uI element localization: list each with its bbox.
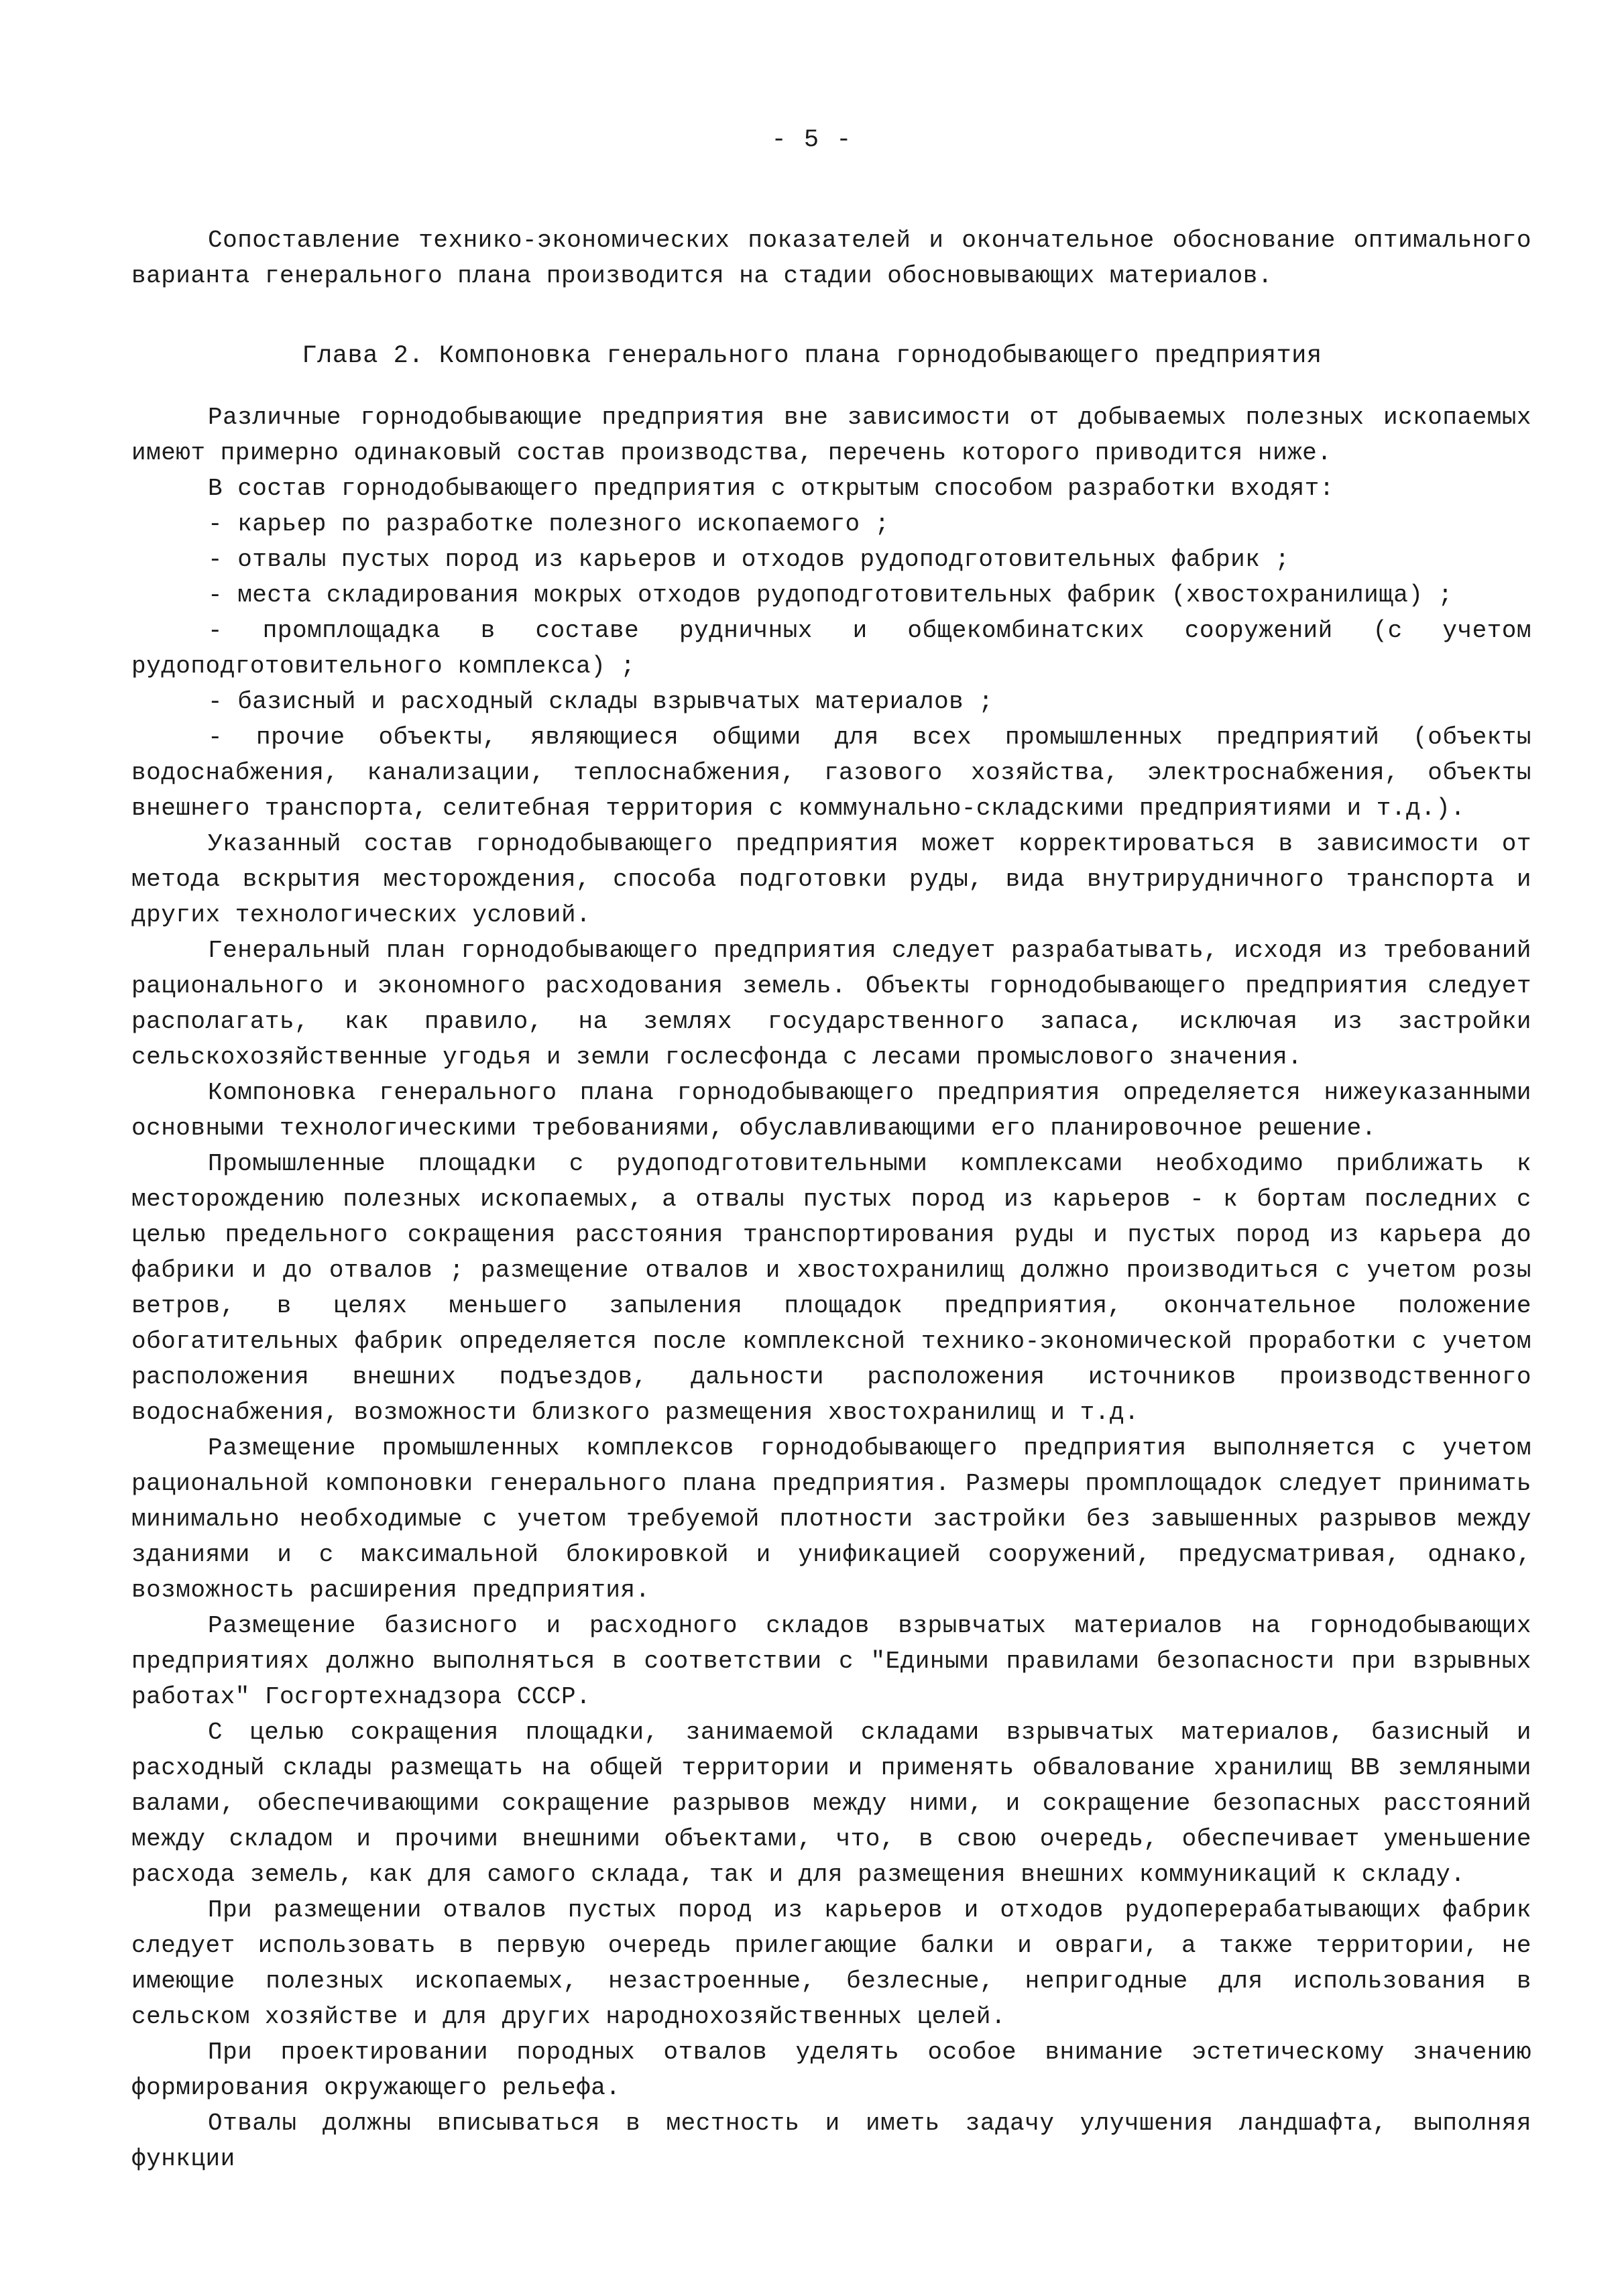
chapter-body <box>131 400 1531 2177</box>
paragraph: Различные горнодобывающие предприятия вне зависимости от добываемых полезных ископаемых имеют примерно одинаковый состав производства, перечень которого приводится ниже. <box>131 404 1531 467</box>
list-item: - отвалы пустых пород из карьеров и отходов рудоподготовительных фабрик ; <box>208 546 1290 573</box>
paragraph: С целью сокращения площадки, занимаемой складами взрывчатых материалов, базисный и расходный склады размещать на общей территории и применять обвалование хранилищ ВВ земляными валами, обеспечивающими сокращение разрывов между ними, и сокращение безопасных расстояний между складом и прочими внешними объектами, что, в свою очередь, обеспечивает уменьшение расхода земель, как для самого склада, так и для размещения внешних коммуникаций к складу. <box>131 1719 1531 1888</box>
list-item: - карьер по разработке полезного ископаемого ; <box>208 510 890 538</box>
list-item: - прочие объекты, являющиеся общими для всех промышленных предприятий (объекты водоснабжения, канализации, теплоснабжения, газового хозяйства, электроснабжения, объекты внешнего транспорта, селитебная территория с коммунально-складскими предприятиями и т.д.). <box>131 724 1531 822</box>
intro-block <box>131 223 1531 294</box>
list-item: - места складирования мокрых отходов рудоподготовительных фабрик (хвостохранилища) ; <box>208 581 1453 609</box>
list-item: - промплощадка в составе рудничных и общекомбинатских сооружений (с учетом рудоподготовительного комплекса) ; <box>131 617 1531 680</box>
paragraph: Размещение промышленных комплексов горнодобывающего предприятия выполняется с учетом рациональной компоновки генерального плана предприятия. Размеры промплощадок следует принимать минимально необходимые с учетом требуемой плотности застройки без завышенных разрывов между зданиями и с максимальной блокировкой и унификацией сооружений, предусматривая, однако, возможность расширения предприятия. <box>131 1434 1531 1604</box>
paragraph: Размещение базисного и расходного складов взрывчатых материалов на горнодобывающих предприятиях должно выполняться в соответствии с "Едиными правилами безопасности при взрывных работах" Госгортехнадзора СССР. <box>131 1612 1531 1711</box>
paragraph: Компоновка генерального плана горнодобывающего предприятия определяется нижеуказанными основными технологическими требованиями, обуславливающими его планировочное решение. <box>131 1079 1531 1142</box>
paragraph: При размещении отвалов пустых пород из карьеров и отходов рудоперерабатывающих фабрик следует использовать в первую очередь прилегающие балки и овраги, а также территории, не имеющие полезных ископаемых, незастроенные, безлесные, непригодные для использования в сельском хозяйстве и для других народнохозяйственных целей. <box>131 1896 1531 2030</box>
paragraph: В состав горнодобывающего предприятия с открытым способом разработки входят: <box>208 475 1334 502</box>
paragraph: Генеральный план горнодобывающего предприятия следует разрабатывать, исходя из требований рационального и экономного расходования земель. Объекты горнодобывающего предприятия следует располагать, как правило, на землях государственного запаса, исключая из застройки сельскохозяйственные угодья и земли гослесфонда с лесами промыслового значения. <box>131 937 1531 1071</box>
paragraph: Указанный состав горнодобывающего предприятия может корректироваться в зависимости от метода вскрытия месторождения, способа подготовки руды, вида внутрирудничного транспорта и других технологических условий. <box>131 830 1531 929</box>
list-item: - базисный и расходный склады взрывчатых материалов ; <box>208 688 994 715</box>
paragraph: Отвалы должны вписываться в местность и иметь задачу улучшения ландшафта, выполняя функции <box>131 2110 1531 2173</box>
intro-paragraph: Сопоставление технико-экономических показателей и окончательное обоснование оптимального варианта генерального плана производится на стадии обосновывающих материалов. <box>131 227 1531 290</box>
chapter-title: Глава 2. Компоновка генерального плана горнодобывающего предприятия <box>302 342 1322 370</box>
paragraph: Промышленные площадки с рудоподготовительными комплексами необходимо приближать к месторождению полезных ископаемых, а отвалы пустых пород из карьеров - к бортам последних с целью предельного сокращения расстояния транспортирования руды и пустых пород из карьера до фабрики и до отвалов ; размещение отвалов и хвостохранилищ должно производиться с учетом розы ветров, в целях меньшего запыления площадок предприятия, окончательное положение обогатительных фабрик определяется после комплексной технико-экономической проработки с учетом расположения внешних подъездов, дальности расположения источников производственного водоснабжения, возможности близкого размещения хвостохранилищ и т.д. <box>131 1150 1531 1426</box>
page-number: - 5 - <box>771 126 853 154</box>
paragraph: При проектировании породных отвалов уделять особое внимание эстетическому значению формирования окружающего рельефа. <box>131 2039 1531 2102</box>
